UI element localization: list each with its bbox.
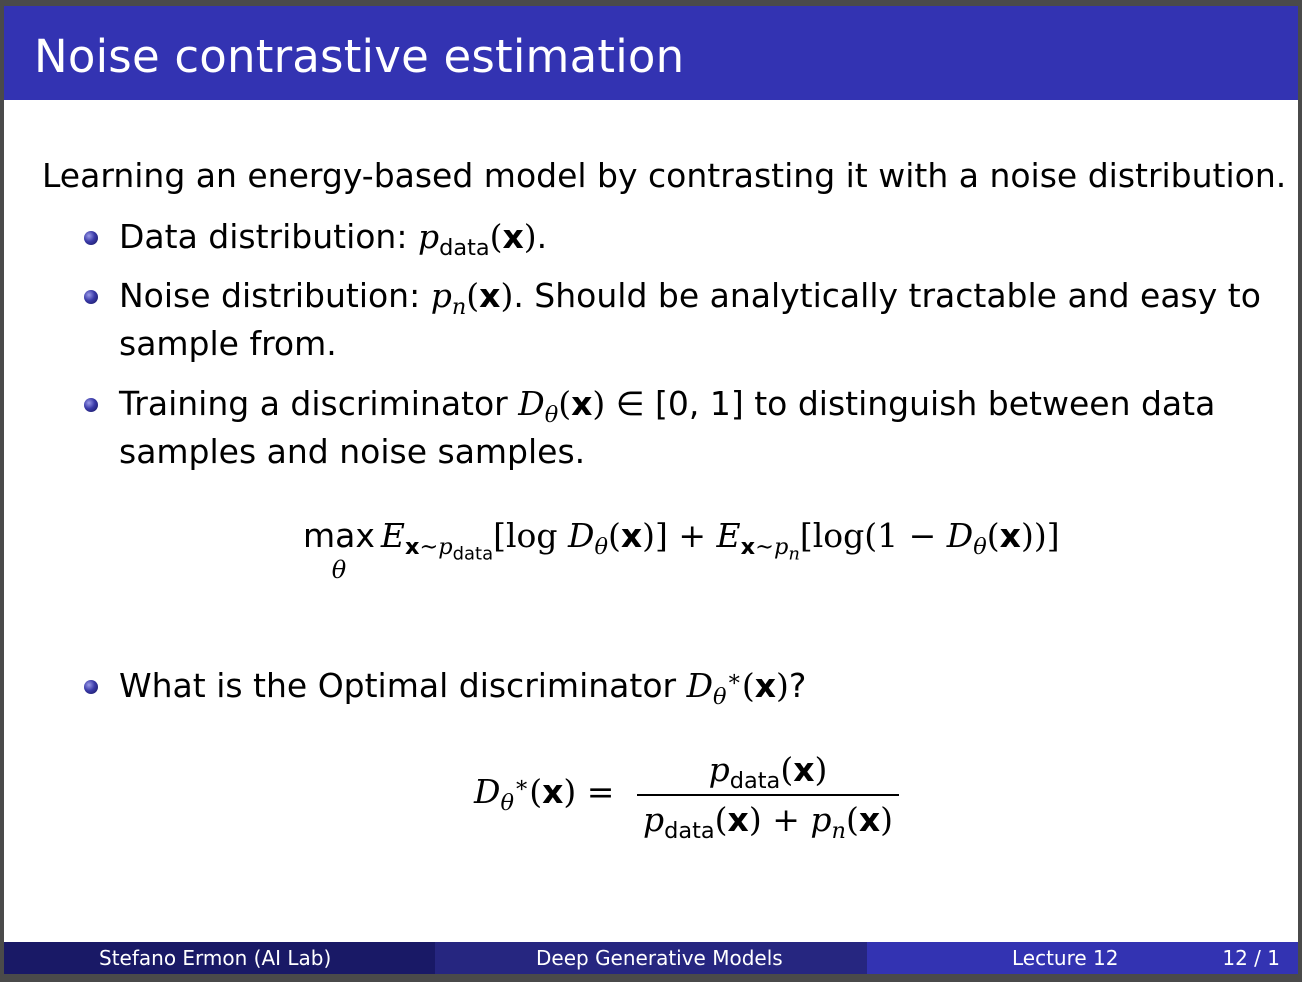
bullet-item-3-line-2: samples and noise samples. <box>119 432 586 471</box>
math-d-theta: $D_\theta$ <box>518 384 559 429</box>
math-d-theta-star: $D_\theta^∗$ <box>686 665 742 711</box>
math-p-data: $p_{data}$ <box>417 217 490 262</box>
fraction-numerator: $p_{data}(x)$ <box>708 750 828 795</box>
footer-page-number: 12 / 1 <box>1222 946 1280 970</box>
fraction <box>637 748 899 845</box>
bullet-item-4: What is the Optimal discriminator $D_\theta^∗(x)$? <box>119 665 807 711</box>
objective-equation: max θ $E_{x\sim p_{data}}[\log$ $D_\theta(x)] + E_{x\sim p_n}[\log(1 - D_\theta(x))]$ <box>303 516 1060 584</box>
footer-author-section <box>4 942 435 974</box>
footer-author: Stefano Ermon (AI Lab) <box>99 946 332 970</box>
bullet-item-3-line-1: Training a discriminator $D_\theta(x)$ ∈ [0, 1] to distinguish between data <box>119 384 1216 429</box>
math-p-n: $p_n$ <box>430 276 467 321</box>
frame-bottom-border <box>0 974 1302 982</box>
bullet-3-text: Training a discriminator <box>119 384 519 423</box>
frame-left-border <box>0 0 4 982</box>
footer-course-section <box>435 942 867 974</box>
slide-title: Noise contrastive estimation <box>34 30 685 83</box>
max-operator: max θ <box>303 516 375 584</box>
intro-text: Learning an energy-based model by contrasting it with a noise distribution. <box>42 156 1287 195</box>
bullet-item-2-line-1: Noise distribution: $p_n(x)$. Should be analytically tractable and easy to <box>119 276 1261 321</box>
bullet-marker-2 <box>84 290 98 304</box>
frame-right-border <box>1298 0 1302 982</box>
footer-course: Deep Generative Models <box>536 946 783 970</box>
bullet-marker-3 <box>84 398 98 412</box>
bullet-1-text: Data distribution: <box>119 217 418 256</box>
fraction-denominator: $p_{data}(x) + p_n(x)$ <box>643 800 893 845</box>
bullet-marker-1 <box>84 231 98 245</box>
footer-lecture: Lecture 12 <box>1012 946 1119 970</box>
bullet-item-2-line-2: sample from. <box>119 324 337 363</box>
footer-lecture-section <box>867 942 1298 974</box>
equation-lhs: $D_\theta^∗(x)$ = <box>474 771 615 817</box>
footer-bar <box>4 942 1298 974</box>
fraction-bar <box>637 794 899 796</box>
bullet-item-1: Data distribution: $p_{data}(x)$. <box>119 217 548 262</box>
title-bar <box>4 6 1298 100</box>
bullet-marker-4 <box>84 680 98 694</box>
bullet-2-text: Noise distribution: <box>119 276 431 315</box>
bullet-4-text: What is the Optimal discriminator <box>119 666 687 705</box>
